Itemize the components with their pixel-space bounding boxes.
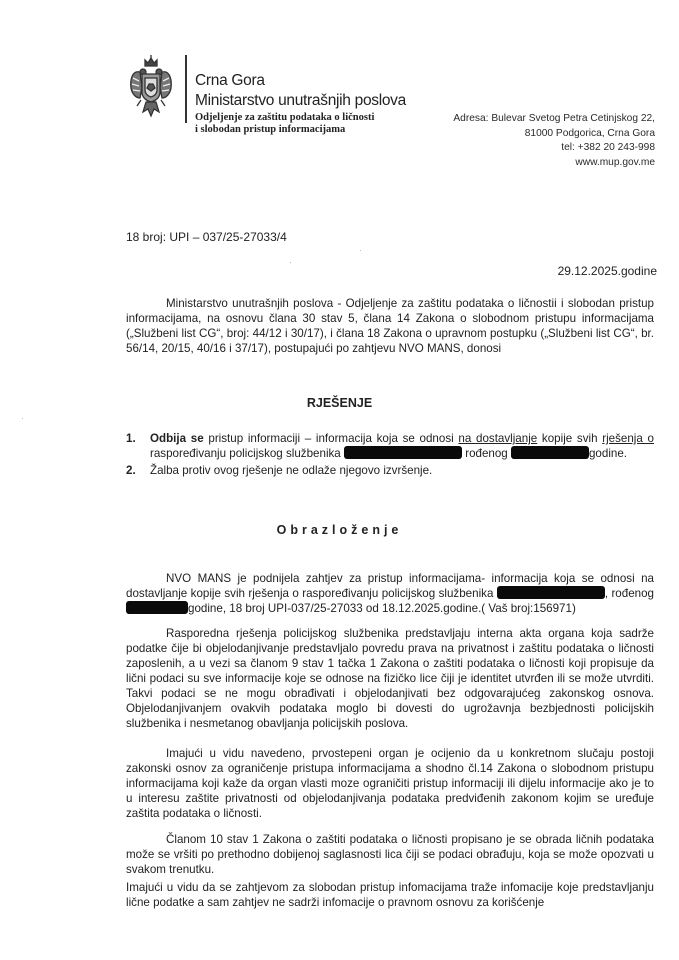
redacted-date	[126, 601, 188, 614]
address-city: 81000 Podgorica, Crna Gora	[524, 127, 655, 139]
decision-item-2	[126, 463, 654, 478]
decision-text: kopije svih	[537, 432, 603, 445]
item-number: 2.	[126, 464, 136, 477]
decision-lead: Odbija se	[150, 432, 204, 445]
scan-speck	[388, 880, 389, 881]
scan-speck	[290, 262, 291, 263]
underlined-text: rješenja o	[602, 432, 654, 445]
redacted-name	[497, 586, 605, 599]
reasoning-paragraph-3: Imajući u vidu navedeno, prvostepeni organ je ocijenio da u konkretnom slučaju postoji zakonski osnov za ograničenje pristupa informacijama a shodno čl.14 Zakona o slobodnom pristupu informacijama koji kaže da organ vlasti moze ograničiti pristup informaciji ili dijelu informacije ako je to u interesu zaštite privatnosti od objelodanjivanja podataka predviđenih zakonom kojim se uređuje zaštita podataka o ličnosti.	[126, 747, 654, 820]
item-number: 1.	[126, 432, 136, 445]
reference-number: 18 broj: UPI – 037/25-27033/4	[126, 230, 287, 244]
decision-list	[126, 431, 654, 478]
reasoning-title: Obrazloženje	[276, 523, 403, 537]
paragraph-text: NVO MANS je podnijela zahtjev za pristup informacijama- informacija koja se odnosi na dostavljanje kopije svih rješenja o raspoređivanju policijskog službenika	[126, 572, 654, 600]
department-name	[195, 112, 374, 136]
reasoning-paragraph-2: Rasporedna rješenja policijskog službenika predstavljaju interna akta organa koja sadrže podatke čije bi objelodanjivanje predstavljalo povredu prava na privatnost i zaštitu podataka o ličnosti zaposlenih, a u vezi sa članom 9 stav 1 tačka 1 Zakona o zaštiti podataka o ličnosti koji propisuje da lični podaci su sve informacije koje se odnose na fizičko lice čiji je identitet utvrđen ili se može utvrditi. Takvi podaci se ne mogu obrađivati i objelodanjivati bez odgovarajućeg zakonskog osnova. Objelodanjivanjem ovakvih podataka moglo bi dovesti do ugrožavnja bezbjednosti policijskih službenika i nesmetanog obavljanja policijskih poslova.	[126, 627, 654, 730]
document-date: 29.12.2025.godine	[557, 264, 657, 278]
paragraph-text: godine, 18 broj UPI-037/25-27033 od 18.12.2025.godine.( Vaš broj:156971)	[188, 602, 576, 615]
scan-speck	[22, 418, 23, 419]
reasoning-paragraph-4: Članom 10 stav 1 Zakona o zaštiti podataka o ličnosti propisano je se obrada ličnih podataka može se vršiti po prethodno dobijenoj saglasnosti lica čiji se podaci obrađuju, koja se može opozvati u svakom trenutku.	[126, 833, 654, 876]
department-line-2: i slobodan pristup informacijama	[195, 124, 346, 135]
website-link: www.mup.gov.me	[575, 156, 655, 168]
redacted-name	[344, 446, 462, 459]
decision-item-1	[126, 431, 654, 461]
decision-text: godine.	[588, 447, 628, 460]
paragraph-text: , rođenog	[604, 587, 654, 600]
header-divider	[185, 55, 187, 123]
decision-text: Žalba protiv ovog rješenje ne odlaže njegovo izvršenje.	[150, 464, 433, 477]
intro-paragraph: Ministarstvo unutrašnjih poslova - Odjeljenje za zaštitu podataka o ličnostii i slobodan pristup informacijama, na osnovu člana 30 stav 5, člana 14 Zakona o slobodnom pristupu informacijama („Službeni list CG“, broj: 44/12 i 30/17), i člana 18 Zakona o upravnom postupku („Službeni list CG“, br. 56/14, 20/15, 40/16 i 37/17), postupajući po zahtjevu NVO MANS, donosi	[126, 297, 654, 355]
decision-title: RJEŠENJE	[306, 396, 373, 410]
scan-speck	[360, 250, 361, 251]
phone-number: tel: +382 20 243-998	[561, 142, 655, 154]
coat-of-arms-icon	[128, 54, 174, 126]
decision-text: raspoređivanju policijskog službenika	[150, 447, 344, 460]
decision-text: pristup informaciji – informacija koja se odnosi	[203, 432, 459, 445]
underlined-text: na dostavljanje	[458, 432, 538, 445]
address-street: Adresa: Bulevar Svetog Petra Cetinjskog 22,	[453, 113, 655, 124]
reasoning-paragraph-5: Imajući u vidu da se zahtjevom za slobodan pristup infomacijama traže infomacije koje predstavljanju lične podatke a sam zahtjev ne sadrži infomacije o pravnom osnovu za korišćenje	[126, 881, 654, 909]
reasoning-paragraph-1	[126, 571, 654, 616]
decision-text: rođenog	[461, 447, 511, 460]
department-line-1: Odjeljenje za zaštitu podataka o ličnosti	[195, 112, 375, 123]
country-name: Crna Gora	[195, 72, 265, 89]
ministry-name: Ministarstvo unutrašnjih poslova	[195, 92, 406, 109]
redacted-date	[511, 446, 589, 459]
address-block	[453, 112, 655, 170]
